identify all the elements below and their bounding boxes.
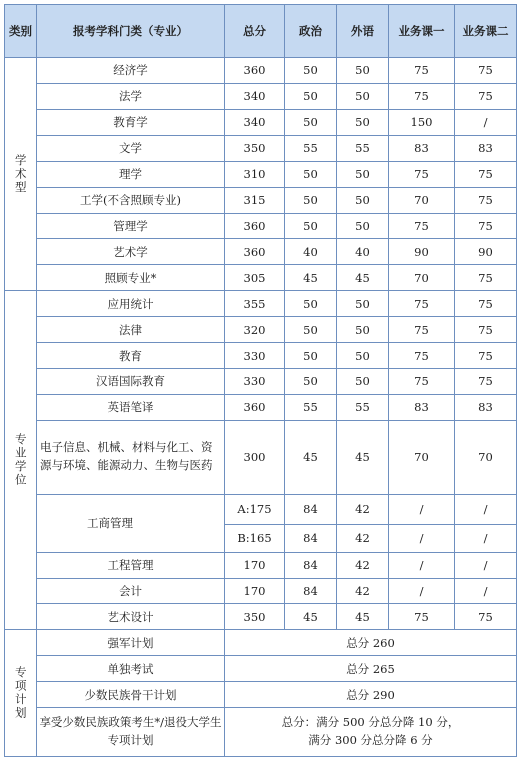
cell-discipline: 会计 [37,578,225,604]
cell-foreign: 55 [337,394,389,420]
cell-foreign: 50 [337,317,389,343]
cell-politics: 50 [285,109,337,135]
header-subject-two: 业务课二 [455,5,517,58]
cell-discipline: 法律 [37,317,225,343]
plan-rule-line-one: 总分：满分 500 分总分降 10 分， [281,715,460,730]
cell-subject-one: 75 [389,83,455,109]
table-row [5,135,517,161]
table-row [5,708,517,757]
header-politics: 政治 [285,5,337,58]
cell-discipline: 文学 [37,135,225,161]
cell-plan-total: 总分 265 [225,656,517,682]
cell-politics: 84 [285,524,337,552]
cell-subject-two: / [455,524,517,552]
header-category: 类别 [5,5,37,58]
table-row [5,630,517,656]
cell-subject-two: 90 [455,239,517,265]
cell-foreign: 42 [337,494,389,524]
cell-subject-two: 75 [455,161,517,187]
cell-total: 360 [225,58,285,84]
table-row [5,317,517,343]
cell-plan-name: 单独考试 [37,656,225,682]
cell-subject-one: 75 [389,58,455,84]
cell-total: 360 [225,394,285,420]
cell-subject-two: 75 [455,369,517,395]
cell-plan-name: 享受少数民族政策考生*/退役大学生专项计划 [37,708,225,757]
cell-subject-one: 75 [389,213,455,239]
cell-subject-two: 83 [455,394,517,420]
cell-subject-one: 75 [389,604,455,630]
cell-politics: 50 [285,161,337,187]
cell-subject-one: 90 [389,239,455,265]
cell-total: 330 [225,369,285,395]
cell-politics: 50 [285,291,337,317]
cell-plan-total: 总分 260 [225,630,517,656]
cell-discipline: 应用统计 [37,291,225,317]
cell-subject-one: 70 [389,187,455,213]
cell-total: 170 [225,578,285,604]
cell-subject-one: 75 [389,369,455,395]
cell-subject-one: 75 [389,161,455,187]
cell-subject-two: 75 [455,604,517,630]
table-row [5,552,517,578]
cell-foreign: 42 [337,524,389,552]
cell-discipline: 电子信息、机械、材料与化工、资源与环境、能源动力、生物与医药 [37,420,225,494]
table-body [5,58,517,757]
table-row [5,604,517,630]
cell-total: 305 [225,265,285,291]
cell-subject-two: / [455,109,517,135]
header-total: 总分 [225,5,285,58]
cell-foreign: 45 [337,265,389,291]
cell-foreign: 50 [337,291,389,317]
cell-subject-one: 75 [389,317,455,343]
header-row [5,5,517,58]
cell-discipline: 艺术设计 [37,604,225,630]
cell-politics: 50 [285,187,337,213]
category-professional: 专业学位 [5,291,37,630]
cell-discipline: 法学 [37,83,225,109]
score-table-container [4,4,509,757]
table-row [5,394,517,420]
cell-subject-two: 75 [455,265,517,291]
cell-politics: 45 [285,265,337,291]
cell-politics: 45 [285,420,337,494]
header-foreign-language: 外语 [337,5,389,58]
cell-subject-two: 75 [455,317,517,343]
table-row [5,420,517,494]
cell-subject-one: 150 [389,109,455,135]
cell-subject-two: / [455,552,517,578]
cell-foreign: 50 [337,109,389,135]
cell-total: 355 [225,291,285,317]
cell-plan-name: 强军计划 [37,630,225,656]
score-table [4,4,517,757]
cell-foreign: 50 [337,369,389,395]
cell-subject-two: 83 [455,135,517,161]
cell-total: 310 [225,161,285,187]
cell-subject-two: 70 [455,420,517,494]
cell-discipline: 经济学 [37,58,225,84]
cell-politics: 50 [285,83,337,109]
cell-subject-two: 75 [455,291,517,317]
cell-foreign: 50 [337,161,389,187]
cell-total: B:165 [225,524,285,552]
cell-foreign: 42 [337,578,389,604]
cell-politics: 55 [285,135,337,161]
cell-subject-two: 75 [455,213,517,239]
cell-politics: 84 [285,552,337,578]
cell-subject-one: 70 [389,265,455,291]
cell-total: 360 [225,213,285,239]
category-special: 专项计划 [5,630,37,757]
cell-subject-two: 75 [455,343,517,369]
cell-discipline: 理学 [37,161,225,187]
cell-subject-one: 83 [389,135,455,161]
cell-subject-one: 75 [389,291,455,317]
table-row [5,213,517,239]
cell-foreign: 42 [337,552,389,578]
cell-politics: 50 [285,213,337,239]
cell-total: A:175 [225,494,285,524]
cell-politics: 40 [285,239,337,265]
cell-plan-total: 总分 290 [225,682,517,708]
cell-politics: 84 [285,578,337,604]
cell-politics: 84 [285,494,337,524]
cell-politics: 50 [285,58,337,84]
cell-subject-one: 70 [389,420,455,494]
plan-rule-line-two: 满分 300 分总分降 6 分 [308,733,433,748]
cell-total: 315 [225,187,285,213]
cell-total: 170 [225,552,285,578]
cell-foreign: 55 [337,135,389,161]
cell-subject-one: 83 [389,394,455,420]
cell-politics: 55 [285,394,337,420]
cell-total: 300 [225,420,285,494]
table-row [5,369,517,395]
table-row [5,58,517,84]
cell-subject-one: / [389,494,455,524]
cell-foreign: 50 [337,83,389,109]
cell-discipline: 教育 [37,343,225,369]
cell-foreign: 45 [337,604,389,630]
header-subject-one: 业务课一 [389,5,455,58]
cell-discipline: 工商管理 [37,494,225,552]
cell-foreign: 50 [337,343,389,369]
cell-total: 350 [225,604,285,630]
cell-subject-two: 75 [455,187,517,213]
cell-total: 360 [225,239,285,265]
cell-subject-one: 75 [389,343,455,369]
table-row [5,265,517,291]
cell-discipline: 工学(不含照顾专业) [37,187,225,213]
cell-foreign: 40 [337,239,389,265]
cell-subject-two: 75 [455,83,517,109]
table-row [5,494,517,524]
table-row [5,187,517,213]
cell-total: 350 [225,135,285,161]
cell-discipline: 照顾专业* [37,265,225,291]
cell-plan-name: 少数民族骨干计划 [37,682,225,708]
cell-politics: 50 [285,317,337,343]
cell-discipline: 教育学 [37,109,225,135]
cell-total: 340 [225,109,285,135]
table-row [5,343,517,369]
cell-total: 320 [225,317,285,343]
cell-foreign: 45 [337,420,389,494]
cell-total: 330 [225,343,285,369]
cell-discipline: 管理学 [37,213,225,239]
cell-subject-two: / [455,494,517,524]
table-row [5,656,517,682]
header-discipline: 报考学科门类（专业） [37,5,225,58]
cell-foreign: 50 [337,187,389,213]
cell-politics: 45 [285,604,337,630]
cell-foreign: 50 [337,58,389,84]
cell-total: 340 [225,83,285,109]
cell-subject-two: / [455,578,517,604]
table-row [5,239,517,265]
cell-politics: 50 [285,369,337,395]
table-row [5,578,517,604]
table-row [5,109,517,135]
cell-discipline: 艺术学 [37,239,225,265]
cell-subject-one: / [389,578,455,604]
table-row [5,291,517,317]
cell-discipline: 英语笔译 [37,394,225,420]
cell-plan-rule [225,708,517,757]
cell-subject-one: / [389,552,455,578]
table-row [5,161,517,187]
table-row [5,83,517,109]
category-academic: 学术型 [5,58,37,291]
cell-foreign: 50 [337,213,389,239]
cell-subject-one: / [389,524,455,552]
cell-politics: 50 [285,343,337,369]
cell-subject-two: 75 [455,58,517,84]
table-row [5,682,517,708]
cell-discipline: 汉语国际教育 [37,369,225,395]
cell-discipline: 工程管理 [37,552,225,578]
